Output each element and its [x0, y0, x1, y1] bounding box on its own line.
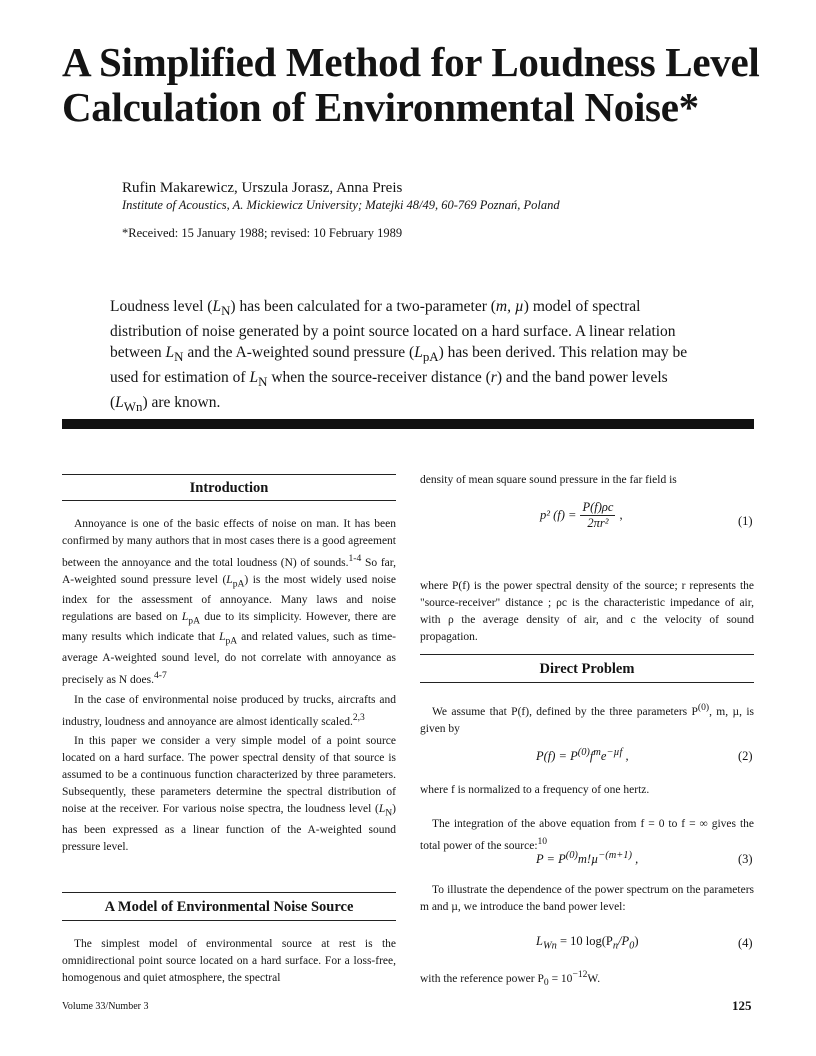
introduction-text [62, 516, 396, 856]
author-list: Rufin Makarewicz, Urszula Jorasz, Anna Preis [122, 180, 403, 196]
received-date: *Received: 15 January 1988; revised: 10 February 1989 [122, 226, 403, 240]
equation-2-label: (2) [738, 749, 753, 763]
equation-1: p² (f) = $\frac{P(f)\rho c}{\text{2πr²}}$ , [540, 500, 623, 530]
far-field-intro: density of mean square sound pressure in the far field is [420, 474, 677, 486]
heading-rule-bottom [420, 682, 754, 683]
equation-4-label: (4) [738, 936, 753, 950]
heading-rule-bottom [62, 500, 396, 501]
abstract: Loudness level $(L_N)$ has been calculated for a two-parameter (m, µ) model of spectral distribution of noise generated by a point source located on a hard surface. A linear relation between $L_N$ and the A-weighted sound pressure $(L_{pA})$ has been derived. This relation may be used for estimation of $L_N$ when the source-receiver distance (r) and the band power levels $(L_{Wn})$ are known. [110, 298, 688, 415]
equation-3-label: (3) [738, 852, 753, 866]
band-power-paragraph: To illustrate the dependence of the power spectrum on the parameters m and µ, we introduce the band power level: [420, 884, 754, 913]
paper-title [62, 40, 782, 130]
equation-1-fraction: $\frac{P(f)\rho c}{\text{2πr²}}$ [582, 500, 614, 530]
page-number: 125 [732, 998, 752, 1013]
heading-rule-top [62, 474, 396, 475]
where-paragraph-2: where f is normalized to a frequency of one hertz. [420, 784, 650, 796]
heading-rule-bottom [62, 920, 396, 921]
intro-paragraph-3: In this paper we consider a very simple model of a point source located on a hard surface. The power spectral density of that source is assumed to be a continuous function characterized by three parameters. Subsequently, these parameters determine the spectral distribution of noise at the receiver. For various noise spectra, the loudness level $(L_N)$ has been expressed as a linear function of the A-weighted sound pressure level. [62, 735, 396, 853]
equation-2: $P(f) = P^{(0)}f^me^{-\mu f}$ , [536, 747, 629, 764]
intro-paragraph-2: In the case of environmental noise produced by trucks, aircrafts and industry, loudness and annoyance are almost identically scaled.$^{2,3}$ [62, 693, 396, 728]
heading-rule-top [420, 654, 754, 655]
equation-3: $P = P^{(0)}m!\mu^{-(m+1)}$ , [536, 850, 639, 867]
footer-volume: Volume 33/Number 3 [62, 1001, 149, 1012]
intro-paragraph-1: Annoyance is one of the basic effects of noise on man. It has been confirmed by many authors that in most cases there is a good agreement between the annoyance and the total loudness (N) of sounds.$^{1-4}$ So far, A-weighted sound pressure level $(L_{pA})$ is the most widely used noise index for the assessment of annoyance. Many laws and noise regulations are based on $L_{pA}$ due to its simplicity. However, there are many results which indicate that $L_{pA}$ and related values, such as time-average A-weighted sound level, do not correlate with annoyance as precisely as N does.$^{4-7}$ [62, 518, 396, 686]
integration-paragraph: The integration of the above equation from f = 0 to f = ∞ gives the total power of the source:$^{10}$ [420, 818, 754, 852]
reference-power-text: with the reference power $P_0 = 10^{-12}W$. [420, 969, 601, 989]
title-line-2: Calculation of Environmental Noise* [62, 84, 699, 130]
heading-rule-top [62, 892, 396, 893]
equation-4: $L_{Wn} = 10$ $\log(P_n/P_0)$ [536, 934, 639, 952]
heading-model: A Model of Environmental Noise Source [104, 899, 354, 915]
equation-1-label: (1) [738, 514, 753, 528]
where-paragraph-1: where P(f) is the power spectral density of the source; r represents the "source-receiver" distance ; ρc is the characteristic impedance of air, with ρ the average density of air, and c the velocity of sound propagation. [420, 580, 754, 643]
heading-direct-problem: Direct Problem [539, 661, 635, 677]
heading-introduction: Introduction [189, 480, 269, 496]
title-line-1: A Simplified Method for Loudness Level [62, 39, 760, 85]
section-divider-rule [62, 419, 754, 429]
affiliation: Institute of Acoustics, A. Mickiewicz University; Matejki 48/49, 60-769 Poznań, Poland [122, 198, 560, 212]
model-text [62, 936, 396, 987]
model-paragraph-1: The simplest model of environmental source at rest is the omnidirectional point source located on a hard surface. For a loss-free, homogenous and quiet atmosphere, the spectral [62, 938, 396, 984]
assumption-paragraph: We assume that P(f), defined by the three parameters $P^{(0)}$, m, µ, is given by [420, 702, 754, 735]
